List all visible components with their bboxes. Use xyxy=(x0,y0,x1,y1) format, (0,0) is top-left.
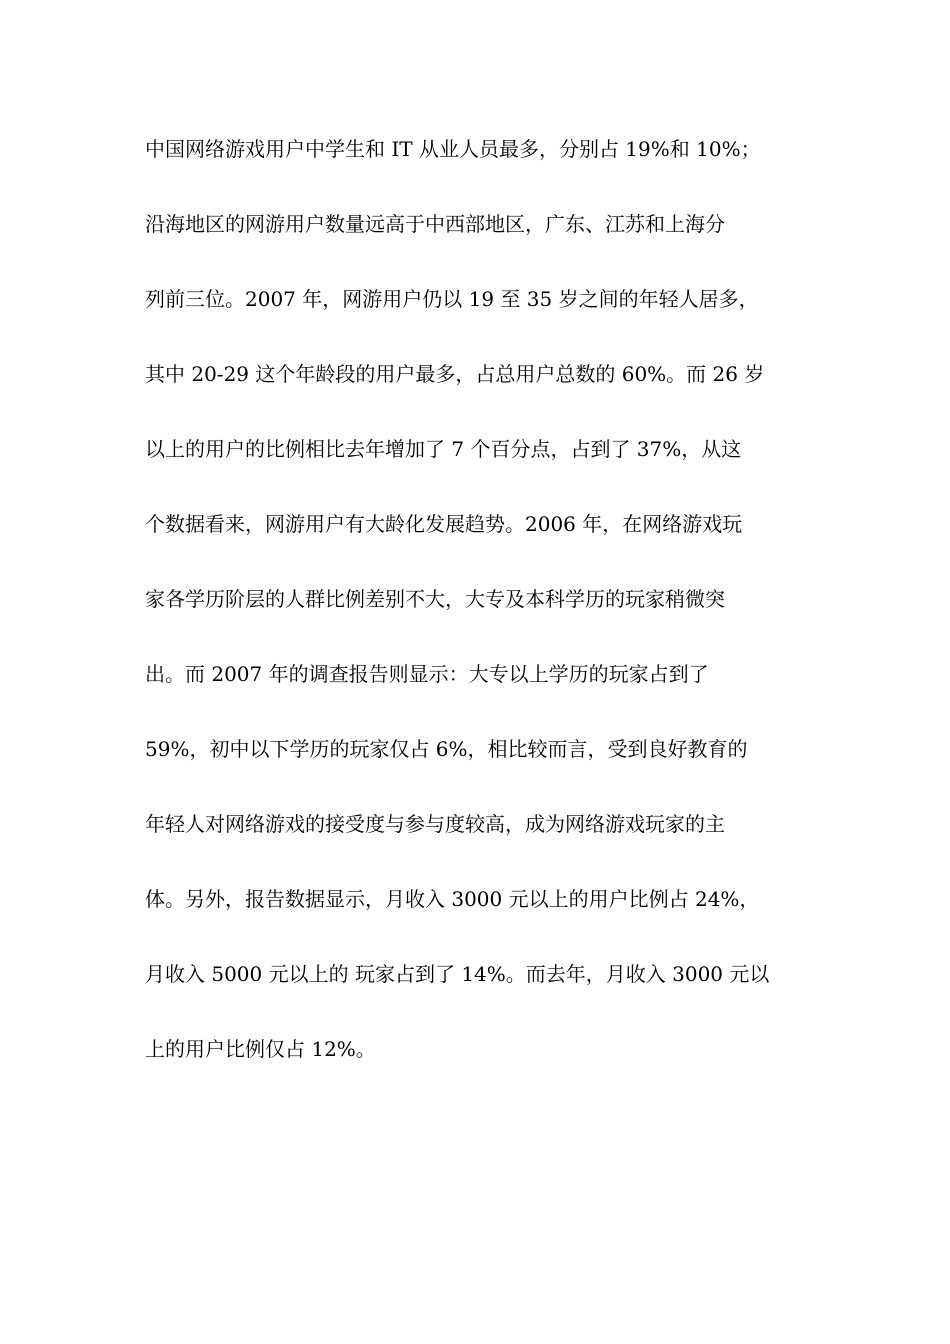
text-line: 月收入 5000 元以上的 玩家占到了 14%。而去年，月收入 3000 元以 xyxy=(145,962,770,986)
text-line: 以上的用户的比例相比去年增加了 7 个百分点，占到了 37%，从这 xyxy=(145,437,742,461)
text-line: 家各学历阶层的人群比例差别不大，大专及本科学历的玩家稍微突 xyxy=(145,587,725,611)
text-line: 列前三位。2007 年，网游用户仍以 19 至 35 岁之间的年轻人居多， xyxy=(145,287,759,311)
text-line: 59%，初中以下学历的玩家仅占 6%，相比较而言，受到良好教育的 xyxy=(145,737,748,761)
text-line: 体。另外，报告数据显示，月收入 3000 元以上的用户比例占 24%， xyxy=(145,887,760,911)
text-line: 中国网络游戏用户中学生和 IT 从业人员最多，分别占 19%和 10%； xyxy=(145,137,761,161)
text-line: 沿海地区的网游用户数量远高于中西部地区，广东、江苏和上海分 xyxy=(145,212,725,236)
text-line: 年轻人对网络游戏的接受度与参与度较高，成为网络游戏玩家的主 xyxy=(145,812,725,836)
text-line: 个数据看来，网游用户有大龄化发展趋势。2006 年，在网络游戏玩 xyxy=(145,512,743,536)
text-line: 出。而 2007 年的调查报告则显示：大专以上学历的玩家占到了 xyxy=(145,662,709,686)
text-line: 上的用户比例仅占 12%。 xyxy=(145,1037,376,1061)
text-line: 其中 20-29 这个年龄段的用户最多，占总用户总数的 60%。而 26 岁 xyxy=(145,362,765,386)
body-paragraph xyxy=(145,129,815,1104)
